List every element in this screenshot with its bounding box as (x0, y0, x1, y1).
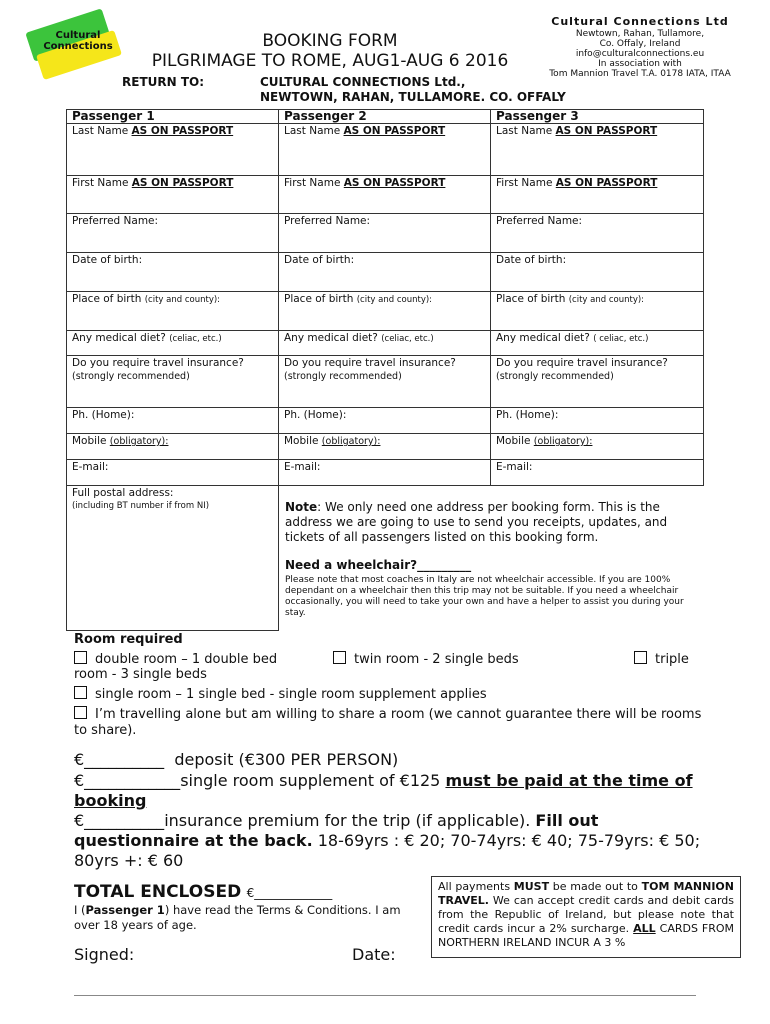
company-address: Newtown, Rahan, Tullamore, (575, 29, 705, 39)
email-field-3[interactable]: E-mail: (491, 460, 704, 486)
twin-room-label: twin room - 2 single beds (354, 652, 519, 667)
deposit-line (74, 750, 724, 770)
first-name-field-3[interactable]: First Name AS ON PASSPORT (491, 176, 704, 214)
insurance-line (74, 811, 724, 871)
medical-field-1[interactable]: Any medical diet? (celiac, etc.) (67, 331, 279, 356)
mobile-field-1[interactable]: Mobile (obligatory): (67, 434, 279, 460)
return-address-line1: CULTURAL CONNECTIONS Ltd., (260, 75, 466, 89)
supplement-label: single room supplement of €125 (180, 771, 441, 790)
company-assoc: In association with (598, 59, 682, 69)
insurance-field-2[interactable]: Do you require travel insurance? (strongly recommended) (279, 356, 491, 408)
company-name: Cultural Connections Ltd (551, 15, 729, 28)
deposit-label: deposit (€300 PER PERSON) (174, 750, 399, 769)
form-title: BOOKING FORM (262, 31, 398, 51)
single-room-checkbox[interactable] (74, 686, 87, 699)
table-row (67, 124, 704, 176)
room-heading: Room required (74, 632, 183, 647)
last-name-field-1[interactable]: Last Name AS ON PASSPORT (67, 124, 279, 176)
logo-text (34, 30, 122, 52)
twin-room-checkbox[interactable] (333, 651, 346, 664)
insurance-blank[interactable]: €__________ (74, 811, 165, 830)
insurance-field-1[interactable]: Do you require travel insurance? (strongly recommended) (67, 356, 279, 408)
phone-home-field-3[interactable]: Ph. (Home): (491, 408, 704, 434)
table-row (67, 253, 704, 292)
footer-divider (74, 995, 696, 996)
insurance-field-3[interactable]: Do you require travel insurance? (strongly recommended) (491, 356, 704, 408)
dob-field-3[interactable]: Date of birth: (491, 253, 704, 292)
date-label: Date: (352, 945, 396, 964)
share-room-label: I’m travelling alone but am willing to share a room (we cannot guarantee there will be rooms to share). (74, 707, 702, 738)
table-row (67, 292, 704, 331)
share-room-checkbox[interactable] (74, 706, 87, 719)
note-text: Note: We only need one address per booking form. This is the address we are going to use to send you receipts, updates, and tickets of all passengers listed on this booking form. (285, 500, 668, 544)
total-blank[interactable]: €_____________ (246, 886, 333, 900)
supplement-line (74, 771, 724, 811)
passenger-1-header: Passenger 1 (67, 110, 279, 124)
medical-field-2[interactable]: Any medical diet? (celiac, etc.) (279, 331, 491, 356)
deposit-blank[interactable]: €__________ (74, 750, 165, 769)
mobile-field-2[interactable]: Mobile (obligatory): (279, 434, 491, 460)
triple-room-checkbox[interactable] (634, 651, 647, 664)
passenger-2-header: Passenger 2 (279, 110, 491, 124)
dob-field-1[interactable]: Date of birth: (67, 253, 279, 292)
postal-address-field[interactable]: Full postal address: (including BT number if from NI) (67, 486, 279, 631)
insurance-rates: 18-69yrs : € 20; 70-74yrs: € 40; 75-79yrs: € 50; 80yrs +: € 60 (74, 831, 701, 870)
address-note (285, 500, 703, 619)
dob-field-2[interactable]: Date of birth: (279, 253, 491, 292)
mobile-field-3[interactable]: Mobile (obligatory): (491, 434, 704, 460)
table-row (67, 356, 704, 408)
table-row (67, 214, 704, 253)
email-field-1[interactable]: E-mail: (67, 460, 279, 486)
triple-room-label: triple (655, 652, 689, 667)
double-room-label: double room – 1 double bed (95, 652, 278, 667)
table-row (67, 331, 704, 356)
total-line (74, 882, 332, 902)
table-row (67, 434, 704, 460)
company-info (530, 17, 750, 79)
table-header-row (67, 110, 704, 124)
last-name-field-2[interactable]: Last Name AS ON PASSPORT (279, 124, 491, 176)
form-subtitle: PILGRIMAGE TO ROME, AUG1-AUG 6 2016 (151, 51, 509, 71)
table-row (67, 460, 704, 486)
wheelchair-text: Please note that most coaches in Italy are not wheelchair accessible. If you are 100% dependant on a wheelchair then this trip may not be suitable. If you need a wheelchair occasionally, you will need to take your own and have a helper to assist you during your stay. (285, 575, 684, 618)
room-options-row3 (74, 706, 714, 739)
logo-line2: Connections (43, 41, 113, 52)
terms-statement: I (Passenger 1) have read the Terms & Conditions. I am over 18 years of age. (74, 903, 401, 932)
company-county: Co. Offaly, Ireland (599, 39, 681, 49)
insurance-fill-out: Fill out questionnaire at the back. (74, 811, 599, 850)
signed-label: Signed: (74, 945, 135, 964)
total-label: TOTAL ENCLOSED (74, 882, 242, 902)
room-options-row1 (74, 651, 714, 668)
table-row (67, 176, 704, 214)
pob-field-3[interactable]: Place of birth (city and county): (491, 292, 704, 331)
double-room-checkbox[interactable] (74, 651, 87, 664)
return-address-line2: NEWTOWN, RAHAN, TULLAMORE. CO. OFFALY (260, 90, 566, 104)
pob-field-1[interactable]: Place of birth (city and county): (67, 292, 279, 331)
medical-field-3[interactable]: Any medical diet? ( celiac, etc.) (491, 331, 704, 356)
payment-info-box: All payments MUST be made out to TOM MANNION TRAVEL. We can accept credit cards and debit cards from the Republic of Ireland, but please note that credit cards incur a 2% surcharge. ALL CARDS FROM NORTHERN IRELAND INCUR A 3 % (431, 876, 741, 958)
supplement-must-text: must be paid at the time of booking (74, 771, 693, 810)
preferred-name-field-2[interactable]: Preferred Name: (279, 214, 491, 253)
table-row (67, 408, 704, 434)
first-name-field-2[interactable]: First Name AS ON PASSPORT (279, 176, 491, 214)
phone-home-field-2[interactable]: Ph. (Home): (279, 408, 491, 434)
preferred-name-field-3[interactable]: Preferred Name: (491, 214, 704, 253)
phone-home-field-1[interactable]: Ph. (Home): (67, 408, 279, 434)
logo-line1: Cultural (55, 30, 101, 41)
return-label: RETURN TO: (122, 75, 205, 89)
room-options-row2 (74, 686, 714, 703)
triple-room-cont: room - 3 single beds (74, 667, 207, 682)
email-field-2[interactable]: E-mail: (279, 460, 491, 486)
insurance-label: insurance premium for the trip (if applicable). (164, 811, 531, 830)
company-travel: Tom Mannion Travel T.A. 0178 IATA, ITAA (549, 69, 731, 79)
first-name-field-1[interactable]: First Name AS ON PASSPORT (67, 176, 279, 214)
last-name-field-3[interactable]: Last Name AS ON PASSPORT (491, 124, 704, 176)
single-room-label: single room – 1 single bed - single room supplement applies (95, 687, 487, 702)
company-logo (28, 12, 120, 74)
wheelchair-question: Need a wheelchair?_________ (285, 558, 472, 572)
supplement-blank[interactable]: €____________ (74, 771, 181, 790)
passenger-3-header: Passenger 3 (491, 110, 704, 124)
preferred-name-field-1[interactable]: Preferred Name: (67, 214, 279, 253)
pob-field-2[interactable]: Place of birth (city and county): (279, 292, 491, 331)
company-email: info@culturalconnections.eu (575, 49, 705, 59)
